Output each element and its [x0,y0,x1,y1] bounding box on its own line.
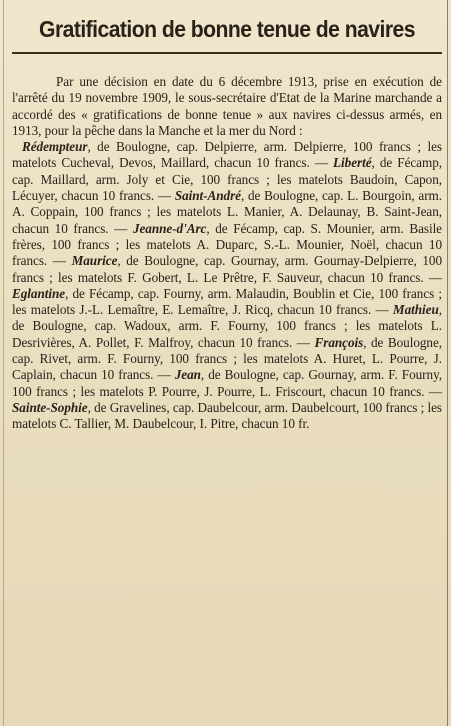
ship-name: Mathieu [392,302,439,318]
ship-name: Sainte-Sophie [12,399,88,415]
ship-details: , de Boulogne, cap. L. Bourgoin, arm. A. Coppain, 100 francs ; les matelots L. Manier, A. Delaunay, B. Saint-Jean, chacun 10 francs. — [12,188,442,236]
ship-name: Jean [174,367,201,383]
ship-name: Eglantine [12,285,66,301]
ship-name: Liberté [333,155,372,171]
article-body [12,74,442,433]
awards-paragraph [12,139,442,432]
ship-details: , de Boulogne, cap. Wadoux, arm. F. Fourny, 100 francs ; les matelots L. Desrivières, A. Pollet, F. Malfroy, chacun 10 francs. — [12,302,442,350]
right-column-rule [447,0,448,726]
intro-paragraph: Par une décision en date du 6 décembre 1913, prise en exécution de l'arrêté du 19 novembre 1909, le sous-secrétaire d'Etat de la Marine marchande a accordé des « gratifications de bonne tenue » aux navires ci-dessus armés, en 1913, pour la pêche dans la Manche et la mer du Nord : [12,74,442,138]
article-title: Gratification de bonne tenue de navires [39,16,415,42]
ship-details: , de Fécamp, cap. Maillard, arm. Joly et Cie, 100 francs ; les matelots Baudoin, Capon, Lécuyer, chacun 10 francs. — [12,155,442,204]
title-underline [12,52,442,54]
left-column-rule [3,0,4,726]
ship-details: , de Boulogne, cap. Rivet, arm. F. Fourny, 100 francs ; les matelots A. Huret, L. Pourre, J. Caplain, chacun 10 francs. — [12,334,443,383]
ship-details: , de Boulogne, cap. Delpierre, arm. Delpierre, 100 francs ; les matelots Cucheval, Devos, Maillard, chacun 10 francs. — [12,139,442,171]
ship-details: , de Fécamp, cap. S. Mounier, arm. Basile frères, 100 francs ; les matelots A. Duparc, S.-L. Mounier, Noël, chacun 10 francs. — [12,220,442,269]
ship-details: , de Boulogne, cap. Gournay, arm. Gournay-Delpierre, 100 francs ; les matelots F. Gobert, L. Le Prêtre, F. Sauveur, chacun 10 francs. — [12,253,443,285]
ship-name: Rédempteur [22,139,88,155]
ship-details: , de Boulogne, cap. Gournay, arm. F. Fourny, 100 francs ; les matelots P. Pourre, J. Pourre, L. Friscourt, chacun 10 francs. — [12,367,442,399]
ship-name: Jeanne-d'Arc [132,220,207,236]
ship-name: François [314,334,364,350]
ship-name: Saint-André [174,188,241,204]
ship-name: Maurice [71,253,118,269]
ship-details: , de Fécamp, cap. Fourny, arm. Malaudin, Boublin et Cie, 100 francs ; les matelots J.-L. Lemaître, E. Lemaître, J. Ricq, chacun 10 francs. — [12,285,442,318]
ship-details: , de Gravelines, cap. Daubelcour, arm. Daubelcourt, 100 francs ; les matelots C. Tallier, M. Daubelcour, I. Pitre, chacun 10 fr. [12,399,442,432]
